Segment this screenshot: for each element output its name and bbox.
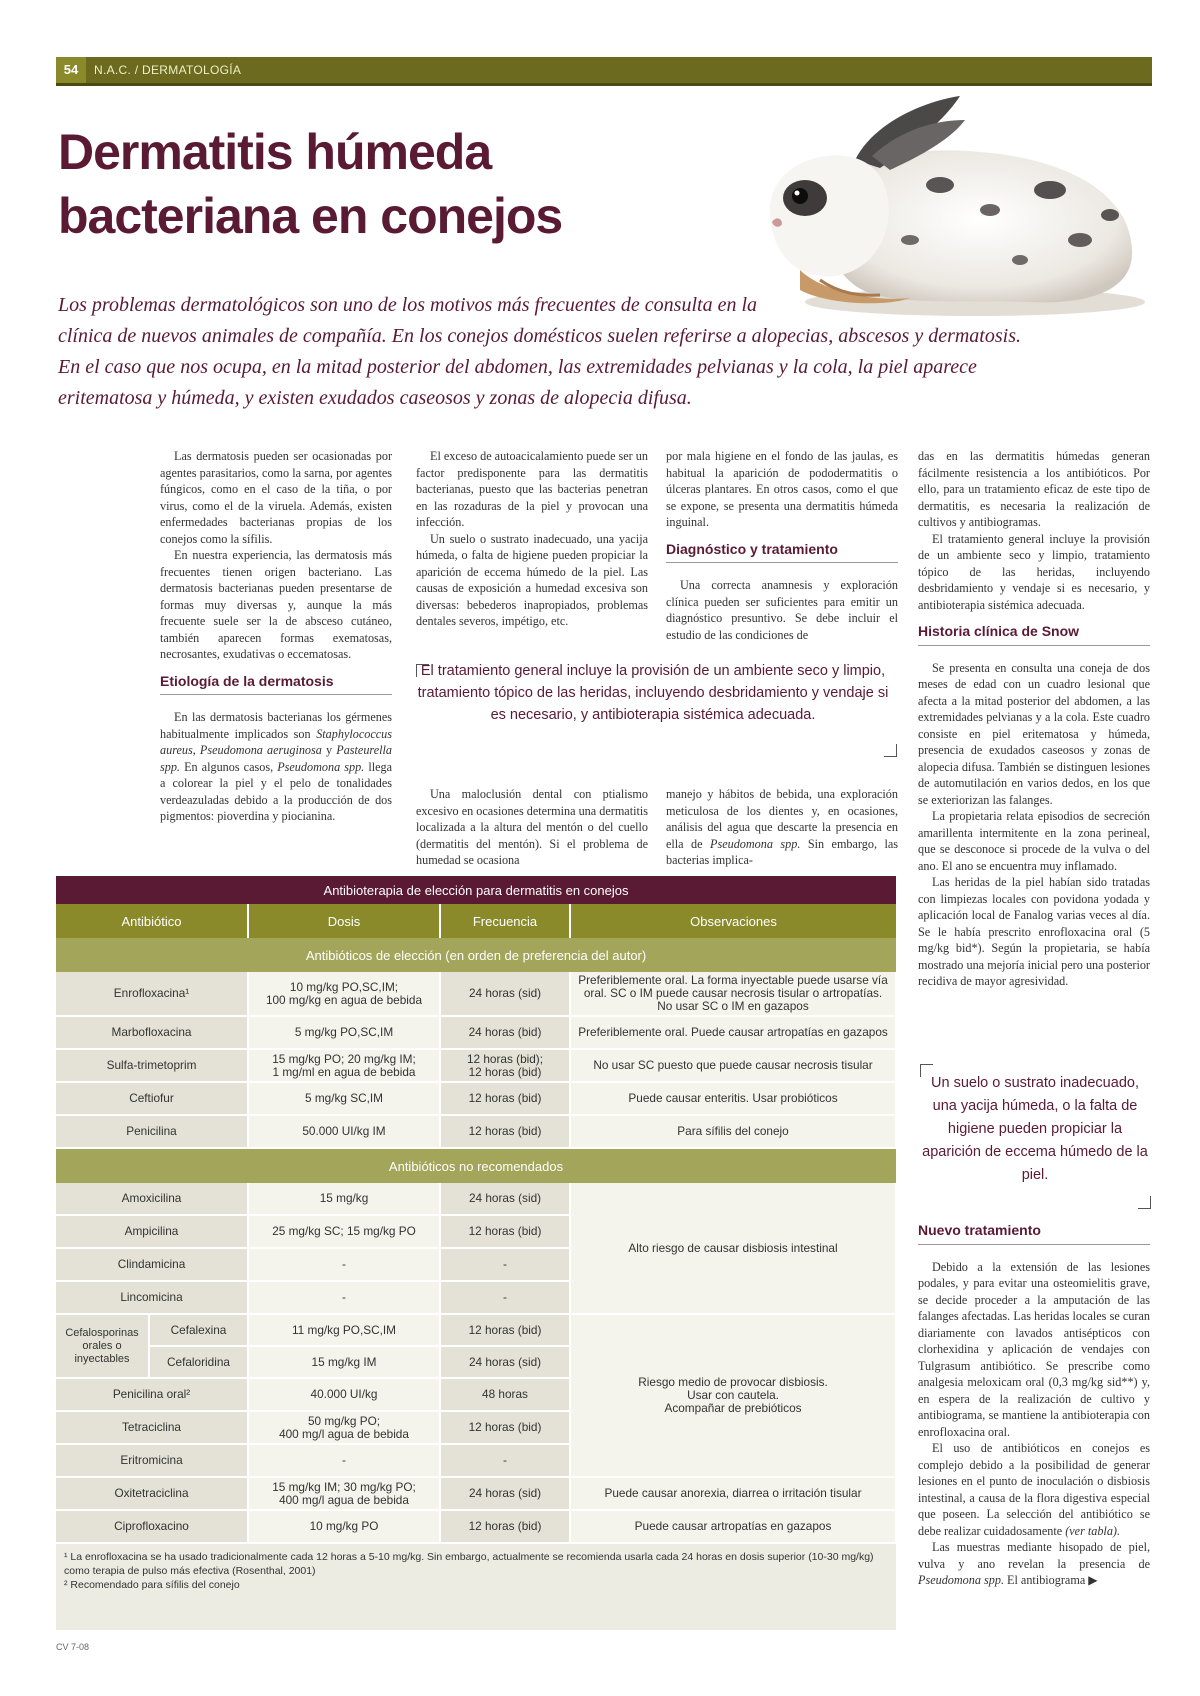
column-3-bottom [666,786,898,869]
page-number: 54 [56,57,86,83]
table-row: Ampicilina 25 mg/kg SC; 15 mg/kg PO 12 horas (bid) [56,1215,896,1248]
table-row: Ceftiofur 5 mg/kg SC,IM 12 horas (bid) Puede causar enteritis. Usar probióticos [56,1082,896,1115]
quote-corner [1138,1196,1151,1209]
col4-paragraph: Debido a la extensión de las lesiones podales, y para evitar una osteomielitis grave, se decide proceder a la amputación de las falanges afectadas. Las heridas locales se curan diariamente con lavados antisépticos con clorhexidina y aplicación de vendajes con Tulgrasum antibiótico. Se prescribe como analgesia meloxicam oral (0,3 mg/kg sid**) y, en espera de la realización de cultivo y antibiograma, se mantiene la antibioterapia con enrofloxacina oral. [918,1259,1150,1439]
col1-paragraph: Las dermatosis pueden ser ocasionadas por agentes parasitarios, como la sarna, por agentes fúngicos, como en el caso de la tiña, o por virus, como el de la viruela. Además, existen enfermedades bacterianas propias de los conejos como la sífilis. [160,449,392,546]
col3-paragraph: por mala higiene en el fondo de las jaulas, es habitual la aparición de pododermatitis o úlceras plantares. En otros casos, como el que se expone, se presenta una dermatitis húmeda inguinal. [666,449,898,529]
table-footnotes [56,1543,896,1598]
col3-paragraph: Una correcta anamnesis y exploración clínica pueden ser suficientes para emitir un diagnóstico presuntivo. Se debe incluir el estudio de las condiciones de [666,578,898,642]
cefalosporinas-label: Cefalosporinas orales o inyectables [65,1326,139,1365]
column-4-bottom [918,1222,1150,1589]
lead-line-4: eritematosa y húmeda, y existen exudados caseosos y zonas de alopecia difusa. [58,387,692,409]
col4-paragraph: Se presenta en consulta una coneja de dos meses de edad con un cuadro lesional que afecta a la mitad posterior del abdomen, a las extremidades pelvianas y a la cola. Este cuadro consiste en piel eritematosa y húmeda, presencia de exudados caseosos y zonas de alopecia difusa. También se distinguen lesiones de automutilación en varios dedos, en los que se exteriorizan las falanges. [918,660,1150,807]
table-section-header: Antibióticos no recomendados [56,1148,896,1183]
table-row: Marbofloxacina 5 mg/kg PO,SC,IM 24 horas (bid) Preferiblemente oral. Puede causar artropatías en gazapos [56,1016,896,1049]
table-row: Clindamicina - - [56,1248,896,1281]
lead-line-1: Los problemas dermatológicos son uno de los motivos más frecuentes de consulta en la [58,294,758,316]
table-title: Antibioterapia de elección para dermatitis en conejos [56,876,896,904]
col1-paragraph: En las dermatosis bacterianas los gérmenes habitualmente implicados son Staphylococcus aureus, Pseudomona aeruginosa y Pasteurella spp. En algunos casos, Pseudomona spp. llega a colorear la piel y el pelo de tonalidades verdeazuladas debido a la producción de dos pigmentos: pioverdina y piocianina. [160,710,393,823]
table-row: Amoxicilina 15 mg/kg 24 horas (sid) Alto riesgo de causar disbiosis intestinal [56,1183,896,1215]
col4-paragraph: Las muestras mediante hisopado de piel, vulva y ano revelan la presencia de Pseudomona spp. El antibiograma ▶ [918,1540,1150,1587]
table-row: Oxitetraciclina 15 mg/kg IM; 30 mg/kg PO; 400 mg/l agua de bebida 24 horas (sid) Puede causar anorexia, diarrea o irritación tisular [56,1477,896,1510]
col4-paragraph: das en las dermatitis húmedas generan fácilmente resistencia a los antibióticos. Por ello, para un tratamiento eficaz de este tipo de dermatitis, es necesaria la realización de cultivos y antibiogramas. [918,449,1150,529]
table-header: Observaciones [570,904,896,938]
title-line-2: bacteriana en conejos [58,188,563,244]
col4-paragraph: El uso de antibióticos en conejos es complejo debido a la posibilidad de generar lesiones en el punto de inoculación o disbiosis intestinal, a causa de la flora digestiva especial que poseen. La selección del antibiótico se debe realizar cuidadosamente (ver tabla). [918,1441,1150,1538]
column-2-bottom [416,786,648,869]
col1-paragraph: En nuestra experiencia, las dermatosis más frecuentes tienen origen bacteriano. Las dermatosis bacterianas pueden presentarse de formas muy diversas y, aunque la más frecuente suele ser la de absceso cutáneo, también aparecen formas exematosas, necrosantes, exudativas o eccematosas. [160,548,392,661]
table-row: Lincomicina - - [56,1281,896,1314]
lead-line-2: clínica de nuevos animales de compañía. En los conejos domésticos suelen referirse a alopecias, abscesos y dermatosis. [58,325,1021,347]
col4-paragraph: La propietaria relata episodios de secreción amarillenta intermitente en la zona perineal, que se desconoce si procede de la vulva o del ano. El ano se encuentra muy inflamado. [918,809,1150,873]
heading-etiologia: Etiología de la dermatosis [160,673,392,696]
table-row: Sulfa-trimetoprim 15 mg/kg PO; 20 mg/kg IM; 1 mg/ml en agua de bebida 12 horas (bid); 12 horas (bid) No usar SC puesto que puede causar necrosis tisular [56,1049,896,1082]
heading-historia: Historia clínica de Snow [918,623,1150,646]
col4-paragraph: El tratamiento general incluye la provisión de un ambiente seco y limpio, tratamiento tópico de las heridas, incluyendo desbridamiento y vendaje si es necesario, y antibioterapia sistémica adecuada. [918,531,1150,612]
header-bar [56,57,1152,86]
table-row: Enrofloxacina¹ 10 mg/kg PO,SC,IM; 100 mg/kg en agua de bebida 24 horas (sid) Preferiblemente oral. La forma inyectable puede usarse vía oral. SC o IM puede causar necrosis tisular o artropatías. No usar SC o IM en gazapos [56,972,896,1016]
table-section-header: Antibióticos de elección (en orden de preferencia del autor) [56,938,896,972]
lead-line-3: En el caso que nos ocupa, en la mitad posterior del abdomen, las extremidades pelvianas y la cola, la piel aparece [58,356,977,378]
table-row: Ciprofloxacino 10 mg/kg PO 12 horas (bid) Puede causar artropatías en gazapos [56,1510,896,1543]
table-row: Penicilina oral² 40.000 UI/kg 48 horas [56,1378,896,1411]
col3-paragraph: manejo y hábitos de bebida, una exploración meticulosa de los dientes y, en ocasiones, análisis del agua que descarte la presencia en ella de Pseudomona spp. Sin embargo, las bacterias implica- [666,787,898,867]
table-obs-group: Alto riesgo de causar disbiosis intestinal [570,1183,896,1314]
table-header: Frecuencia [440,904,570,938]
table-header: Antibiótico [56,904,248,938]
col4-paragraph: Las heridas de la piel habían sido tratadas con limpiezas locales con povidona yodada y aplicación local de Fanalog varias veces al día. Se le había prescrito enrofloxacina oral (5 mg/kg bid*). Según la propietaria, se había mostrado una mejoría inicial pero una posterior recidiva de mayor agresividad. [918,875,1150,988]
footnote-1: ¹ La enrofloxacina se ha usado tradicionalmente cada 12 horas a 5-10 mg/kg. Sin embargo, actualmente se recomienda usarla cada 24 horas en dosis superior (10-30 mg/kg) como terapia de pulso más efectiva (Rosenthal, 2001) [64,1551,874,1577]
table-row: Eritromicina - - [56,1444,896,1477]
table-row: Tetraciclina 50 mg/kg PO; 400 mg/l agua de bebida 12 horas (bid) [56,1411,896,1444]
section-label: N.A.C. / DERMATOLOGÍA [94,63,242,77]
article-title [58,120,778,248]
footnote-2: ² Recomendado para sífilis del conejo [64,1579,240,1591]
col2-paragraph: El exceso de autoacicalamiento puede ser un factor predisponente para las dermatitis bacterianas, puesto que las bacterias penetran en las rozaduras de la piel y provocan una infección. [416,449,648,529]
column-2 [416,448,648,630]
heading-nuevo: Nuevo tratamiento [918,1222,1150,1245]
col2-paragraph: Una maloclusión dental con ptialismo excesivo en ocasiones determina una dermatitis localizada a la altura del mentón o del cuello (dermatitis del mentón). Si el problema de humedad se ocasiona [416,787,648,867]
lead-paragraph [58,290,1148,414]
column-3 [666,448,898,643]
antibiotic-table [56,876,896,1630]
quote-corner [884,744,897,757]
column-1 [160,448,392,825]
column-4 [918,448,1150,990]
pull-quote-1: El tratamiento general incluye la provisión de un ambiente seco y limpio, tratamiento tópico de las heridas, incluyendo desbridamiento y vendaje si es necesario, y antibioterapia sistémica adecuada. [417,663,889,723]
table-header: Dosis [248,904,440,938]
table-row: Penicilina 50.000 UI/kg IM 12 horas (bid) Para sífilis del conejo [56,1115,896,1148]
title-line-1: Dermatitis húmeda [58,124,492,180]
table-obs-group: Riesgo medio de provocar disbiosis. Usar con cautela. Acompañar de prebióticos [570,1314,896,1477]
pull-quote-2: Un suelo o sustrato inadecuado, una yacija húmeda, o la falta de higiene pueden propiciar la aparición de eccema húmedo de la piel. [922,1075,1148,1183]
footer-code: CV 7-08 [56,1642,90,1652]
table-row: Cefalosporinas orales o inyectables Cefalexina Cefaloridina 11 mg/kg PO,SC,IM 15 mg/kg IM 12 horas (bid) 24 horas (sid) Riesgo medio de provocar disbiosis. Usar con cautela. Acompañar de prebióticos [56,1314,896,1378]
heading-diagnostico: Diagnóstico y tratamiento [666,541,898,564]
col2-paragraph: Un suelo o sustrato inadecuado, una yacija húmeda, o falta de higiene pueden propiciar la aparición de eccema húmedo de la piel. Las causas de exposición a humedad excesiva son diversas: bebederos inapropiados, problemas dentales severos, impétigo, etc. [416,531,648,628]
